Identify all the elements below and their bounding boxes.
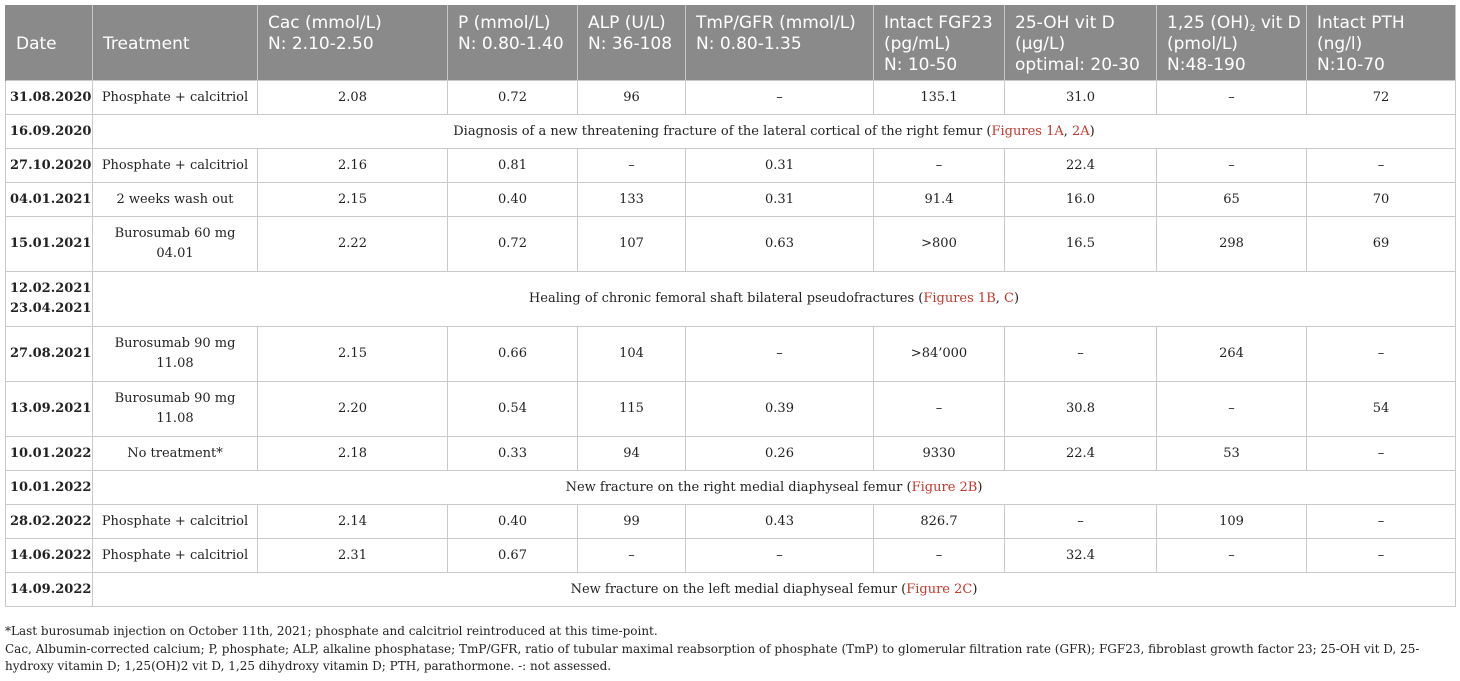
footnote-asterisk: *Last burosumab injection on October 11th, 2021; phosphate and calcitriol reintroduced at this time-point.	[5, 624, 658, 638]
vitd25-cell: –	[1005, 505, 1157, 539]
figure-reference-link[interactable]: 2A	[1072, 123, 1090, 139]
fgf-cell: 135.1	[874, 81, 1005, 115]
treatment-cell: Phosphate + calcitriol	[93, 149, 258, 183]
vitd125-cell: –	[1157, 539, 1307, 573]
event-row	[6, 471, 1456, 505]
header-p: P (mmol/L) N: 0.80-1.40	[448, 6, 578, 81]
pth-cell: 70	[1307, 183, 1456, 217]
cac-cell: 2.18	[258, 437, 448, 471]
table-footnotes	[5, 623, 1455, 676]
header-pth: Intact PTH (ng/l) N:10-70	[1307, 6, 1456, 81]
table-row	[6, 81, 1456, 115]
cac-cell: 2.15	[258, 327, 448, 382]
fgf-cell: 9330	[874, 437, 1005, 471]
pth-cell: –	[1307, 149, 1456, 183]
pth-cell: –	[1307, 539, 1456, 573]
header-treatment: Treatment	[93, 6, 258, 81]
p-cell: 0.40	[448, 183, 578, 217]
p-cell: 0.67	[448, 539, 578, 573]
alp-cell: 94	[578, 437, 686, 471]
vitd25-cell: 22.4	[1005, 149, 1157, 183]
header-cac: Cac (mmol/L) N: 2.10-2.50	[258, 6, 448, 81]
event-description: Healing of chronic femoral shaft bilateral pseudofractures (Figures 1B, C)	[93, 272, 1456, 327]
alp-cell: 96	[578, 81, 686, 115]
event-description: New fracture on the right medial diaphyseal femur (Figure 2B)	[93, 471, 1456, 505]
date-cell: 15.01.2021	[6, 217, 93, 272]
fgf-cell: –	[874, 149, 1005, 183]
date-cell: 04.01.2021	[6, 183, 93, 217]
lab-results-table	[5, 5, 1456, 607]
vitd25-cell: 16.5	[1005, 217, 1157, 272]
footnote-abbreviations: Cac, Albumin-corrected calcium; P, phosphate; ALP, alkaline phosphatase; TmP/GFR, ratio of tubular maximal reabsorption of phosphate (TmP) to glomerular filtration rate (GFR); FGF23, fibroblast growth factor 23; 25-OH vit D, 25-hydroxy vitamin D; 1,25(OH)2 vit D, 1,25 dihydroxy vitamin D; PTH, parathormone. -: not assessed.	[5, 642, 1420, 673]
cac-cell: 2.16	[258, 149, 448, 183]
vitd25-cell: –	[1005, 327, 1157, 382]
vitd25-cell: 32.4	[1005, 539, 1157, 573]
table-row	[6, 505, 1456, 539]
vitd25-cell: 30.8	[1005, 382, 1157, 437]
event-row	[6, 573, 1456, 607]
alp-cell: 115	[578, 382, 686, 437]
event-row	[6, 272, 1456, 327]
p-cell: 0.54	[448, 382, 578, 437]
event-description: New fracture on the left medial diaphyseal femur (Figure 2C)	[93, 573, 1456, 607]
treatment-cell: Burosumab 60 mg 04.01	[93, 217, 258, 272]
table-row	[6, 183, 1456, 217]
tmp-cell: 0.26	[686, 437, 874, 471]
vitd25-cell: 22.4	[1005, 437, 1157, 471]
figure-reference-link[interactable]: Figures 1B	[923, 291, 996, 306]
pth-cell: 69	[1307, 217, 1456, 272]
fgf-cell: –	[874, 382, 1005, 437]
date-cell: 10.01.2022	[6, 471, 93, 505]
date-cell: 27.08.2021	[6, 327, 93, 382]
event-description: Diagnosis of a new threatening fracture of the lateral cortical of the right femur (Figures 1A, 2A)	[93, 115, 1456, 149]
tmp-cell: 0.31	[686, 183, 874, 217]
pth-cell: 72	[1307, 81, 1456, 115]
vitd125-cell: –	[1157, 382, 1307, 437]
cac-cell: 2.31	[258, 539, 448, 573]
table-row	[6, 217, 1456, 272]
event-row	[6, 115, 1456, 149]
header-125oh-vitd: 1,25 $(OH)_2$ vit D (pmol/L) N:48-190	[1157, 6, 1307, 81]
cac-cell: 2.14	[258, 505, 448, 539]
vitd125-cell: 65	[1157, 183, 1307, 217]
cac-cell: 2.08	[258, 81, 448, 115]
alp-cell: 133	[578, 183, 686, 217]
tmp-cell: 0.63	[686, 217, 874, 272]
header-tmp-gfr: TmP/GFR (mmol/L) N: 0.80-1.35	[686, 6, 874, 81]
header-fgf23: Intact FGF23 (pg/mL) N: 10-50	[874, 6, 1005, 81]
header-row	[6, 6, 1456, 81]
table-body	[6, 81, 1456, 607]
date-cell: 28.02.2022	[6, 505, 93, 539]
p-cell: 0.33	[448, 437, 578, 471]
date-cell: 27.10.2020	[6, 149, 93, 183]
treatment-cell: Phosphate + calcitriol	[93, 539, 258, 573]
pth-cell: –	[1307, 505, 1456, 539]
figure-reference-link[interactable]: C	[1004, 291, 1014, 306]
cac-cell: 2.15	[258, 183, 448, 217]
table-row	[6, 539, 1456, 573]
fgf-cell: –	[874, 539, 1005, 573]
vitd125-cell: –	[1157, 149, 1307, 183]
vitd25-cell: 16.0	[1005, 183, 1157, 217]
alp-cell: –	[578, 149, 686, 183]
p-cell: 0.81	[448, 149, 578, 183]
fgf-cell: >84’000	[874, 327, 1005, 382]
figure-reference-link[interactable]: Figure 2C	[906, 581, 973, 597]
p-cell: 0.66	[448, 327, 578, 382]
vitd125-cell: 53	[1157, 437, 1307, 471]
treatment-cell: Phosphate + calcitriol	[93, 81, 258, 115]
date-cell: 14.09.2022	[6, 573, 93, 607]
tmp-cell: –	[686, 539, 874, 573]
vitd125-cell: 264	[1157, 327, 1307, 382]
alp-cell: –	[578, 539, 686, 573]
table-row	[6, 382, 1456, 437]
header-alp: ALP (U/L) N: 36-108	[578, 6, 686, 81]
alp-cell: 107	[578, 217, 686, 272]
p-cell: 0.72	[448, 81, 578, 115]
alp-cell: 104	[578, 327, 686, 382]
fgf-cell: 826.7	[874, 505, 1005, 539]
figure-reference-link[interactable]: Figure 2B	[911, 479, 978, 495]
date-cell: 13.09.2021	[6, 382, 93, 437]
p-cell: 0.72	[448, 217, 578, 272]
header-date: Date	[6, 6, 93, 81]
tmp-cell: 0.43	[686, 505, 874, 539]
date-cell: 14.06.2022	[6, 539, 93, 573]
pth-cell: 54	[1307, 382, 1456, 437]
figure-reference-link[interactable]: Figures 1A	[991, 123, 1064, 139]
p-cell: 0.40	[448, 505, 578, 539]
cac-cell: 2.20	[258, 382, 448, 437]
vitd125-cell: 298	[1157, 217, 1307, 272]
pth-cell: –	[1307, 327, 1456, 382]
table-row	[6, 149, 1456, 183]
date-cell: 16.09.2020	[6, 115, 93, 149]
date-cell: 10.01.2022	[6, 437, 93, 471]
treatment-cell: Burosumab 90 mg 11.08	[93, 327, 258, 382]
table-row	[6, 437, 1456, 471]
treatment-cell: No treatment*	[93, 437, 258, 471]
treatment-cell: Burosumab 90 mg 11.08	[93, 382, 258, 437]
vitd25-cell: 31.0	[1005, 81, 1157, 115]
cac-cell: 2.22	[258, 217, 448, 272]
treatment-cell: Phosphate + calcitriol	[93, 505, 258, 539]
fgf-cell: 91.4	[874, 183, 1005, 217]
header-25oh-vitd: 25-OH vit D (µg/L) optimal: 20-30	[1005, 6, 1157, 81]
tmp-cell: –	[686, 327, 874, 382]
pth-cell: –	[1307, 437, 1456, 471]
tmp-cell: 0.31	[686, 149, 874, 183]
tmp-cell: 0.39	[686, 382, 874, 437]
table-row	[6, 327, 1456, 382]
vitd125-cell: 109	[1157, 505, 1307, 539]
alp-cell: 99	[578, 505, 686, 539]
fgf-cell: >800	[874, 217, 1005, 272]
treatment-cell: 2 weeks wash out	[93, 183, 258, 217]
vitd125-cell: –	[1157, 81, 1307, 115]
date-cell: 12.02.2021 23.04.2021	[6, 272, 93, 327]
date-cell: 31.08.2020	[6, 81, 93, 115]
tmp-cell: –	[686, 81, 874, 115]
